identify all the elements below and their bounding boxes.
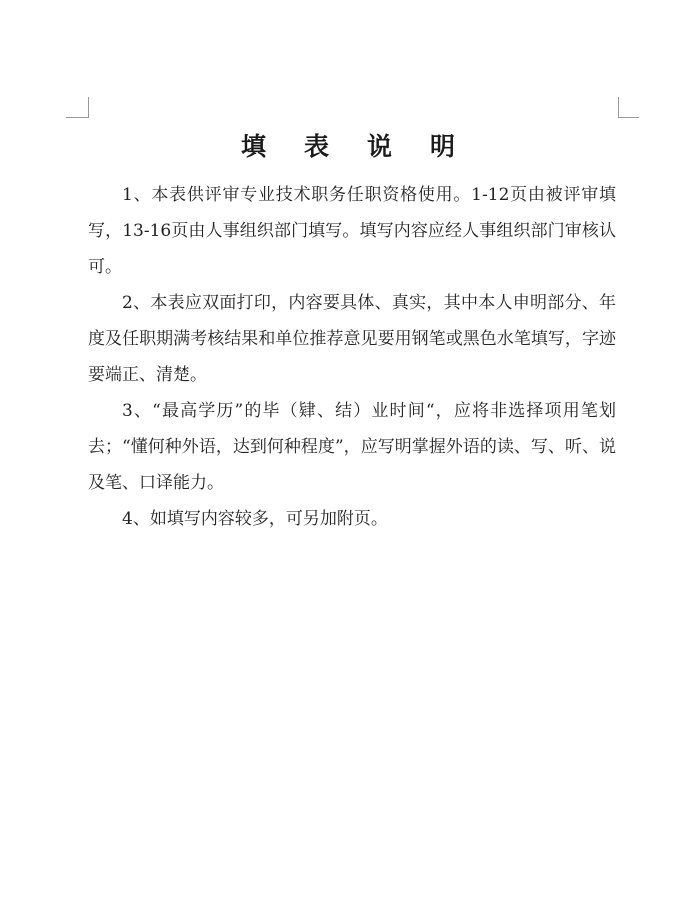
margin-mark-top-right	[618, 97, 639, 118]
instruction-paragraph-2: 2、本表应双面打印，内容要具体、真实，其中本人申明部分、年度及任职期满考核结果和单位推荐意见要用钢笔或黑色水笔填写，字迹要端正、清楚。	[88, 293, 616, 385]
instruction-paragraph-1: 1、本表供评审专业技术职务任职资格使用。1-12页由被评审填写，13-16页由人事组织部门填写。填写内容应经人事组织部门审核认可。	[88, 185, 616, 277]
instructions-body	[88, 177, 616, 537]
page-title: 填表说明	[240, 132, 493, 161]
instruction-paragraph-4: 4、如填写内容较多，可另加附页。	[122, 509, 388, 529]
margin-mark-top-left	[66, 97, 89, 118]
instruction-paragraph-3: 3、“最高学历”的毕（肄、结）业时间“，应将非选择项用笔划去；“懂何种外语，达到何种程度”，应写明掌握外语的读、写、听、说及笔、口译能力。	[88, 401, 616, 493]
